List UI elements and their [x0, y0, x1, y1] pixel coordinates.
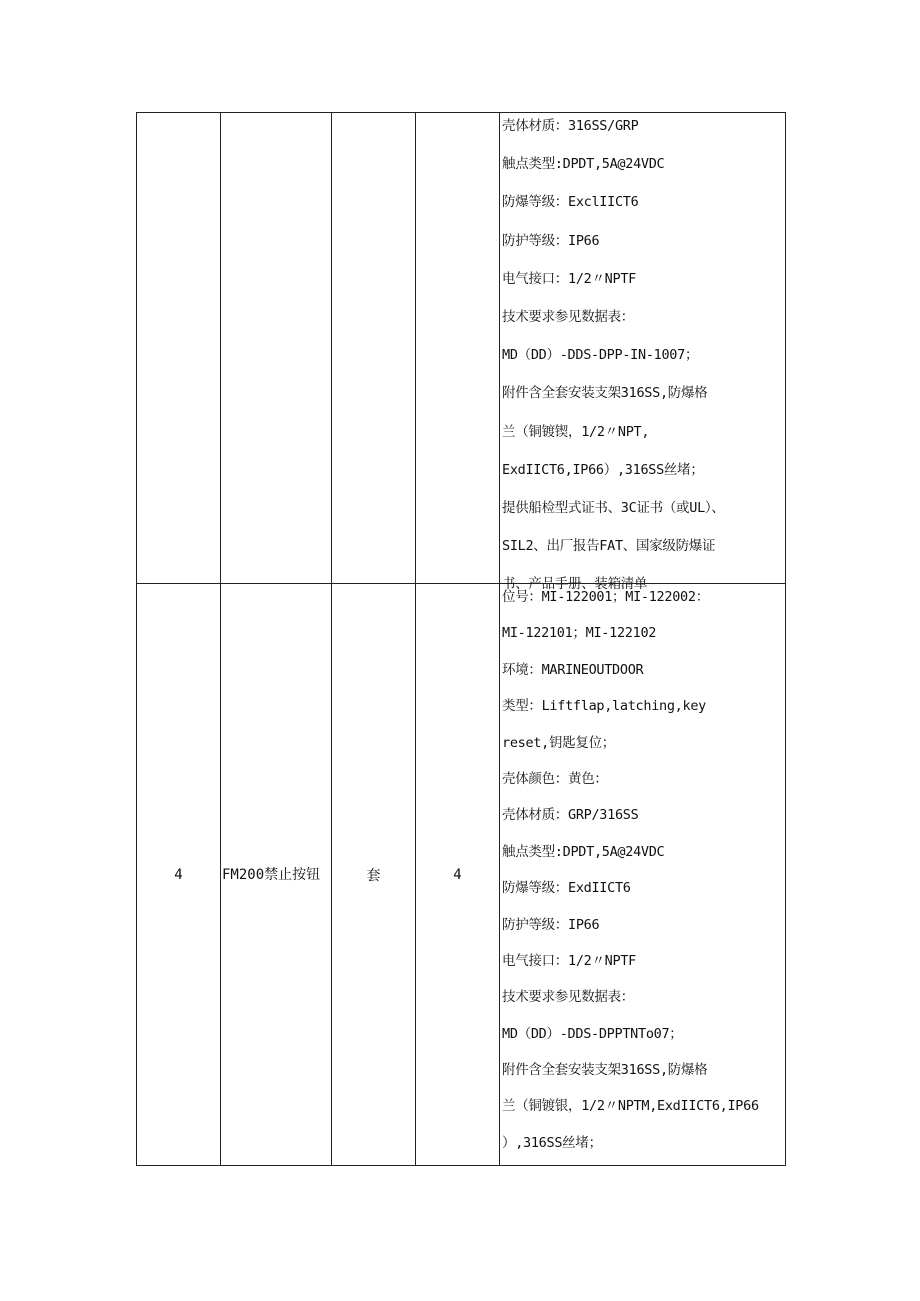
spec-line: 防爆等级：ExclIICT6 [502, 194, 639, 211]
spec-line: 电气接口：1/2〃NPTF [502, 270, 636, 287]
unit-cell [332, 113, 416, 584]
spec-line: 附件含全套安装支架316SS,防爆格 [502, 385, 708, 402]
quantity-value: 4 [453, 866, 462, 883]
name-cell [221, 584, 332, 1166]
spec-line: ）,316SS丝堵； [502, 1134, 602, 1151]
spec-line: 类型：Liftflap,latching,key [502, 698, 706, 715]
spec-line: 触点类型:DPDT,5A@24VDC [502, 843, 665, 860]
spec-line: 电气接口：1/2〃NPTF [502, 952, 636, 969]
spec-line: ExdIICT6,IP66）,316SS丝堵； [502, 461, 704, 478]
spec-line: 触点类型:DPDT,5A@24VDC [502, 156, 665, 173]
spec-line: 附件含全套安装支架316SS,防爆格 [502, 1062, 708, 1079]
spec-line: 壳体颜色：黄色： [502, 770, 608, 787]
unit-value: 套 [366, 867, 381, 884]
spec-line: 技术要求参见数据表： [502, 989, 634, 1006]
table-row [137, 113, 786, 584]
spec-line: 书、产品手册、装箱清单 [502, 576, 648, 593]
spec-line: MD（DD）-DDS-DPP-IN-1007； [502, 347, 699, 364]
spec-line: 兰（铜镀锲，1/2〃NPT, [502, 423, 650, 440]
quantity-cell [416, 584, 500, 1166]
spec-line: 提供船检型式证书、3C证书（或UL）、 [502, 499, 725, 516]
spec-line: 防爆等级：ExdIICT6 [502, 880, 631, 897]
table-row [137, 584, 786, 1166]
spec-line: 环境：MARINEOUTDOOR [502, 661, 644, 678]
spec-line: SIL2、出厂报告FAT、国家级防爆证 [502, 538, 716, 555]
name-cell [221, 113, 332, 584]
spec-line: reset,钥匙复位； [502, 734, 615, 751]
spec-line: MI-122101；MI-122102 [502, 625, 657, 642]
spec-line: 防护等级：IP66 [502, 232, 600, 249]
spec-line: 防护等级：IP66 [502, 916, 600, 933]
index-cell [137, 113, 221, 584]
spec-line: 壳体材质：316SS/GRP [502, 118, 639, 134]
spec-line: MD（DD）-DDS-DPPTNTo07； [502, 1025, 683, 1042]
unit-cell [332, 584, 416, 1166]
spec-lines [500, 113, 785, 611]
index-value: 4 [174, 866, 183, 883]
spec-cell [500, 113, 786, 593]
index-cell [137, 584, 221, 1166]
spec-line: 兰（铜镀银，1/2〃NPTM,ExdIICT6,IP66 [502, 1098, 759, 1115]
spec-line: 位号：MI-122001；MI-122002： [502, 589, 709, 605]
spec-lines [500, 584, 785, 1168]
item-name: FM200禁止按钮 [222, 866, 321, 883]
spec-line: 技术要求参见数据表： [502, 308, 634, 325]
spec-line: 壳体材质：GRP/316SS [502, 807, 639, 824]
quantity-cell [416, 113, 500, 584]
spec-table [136, 112, 786, 1166]
spec-cell [500, 584, 786, 1166]
